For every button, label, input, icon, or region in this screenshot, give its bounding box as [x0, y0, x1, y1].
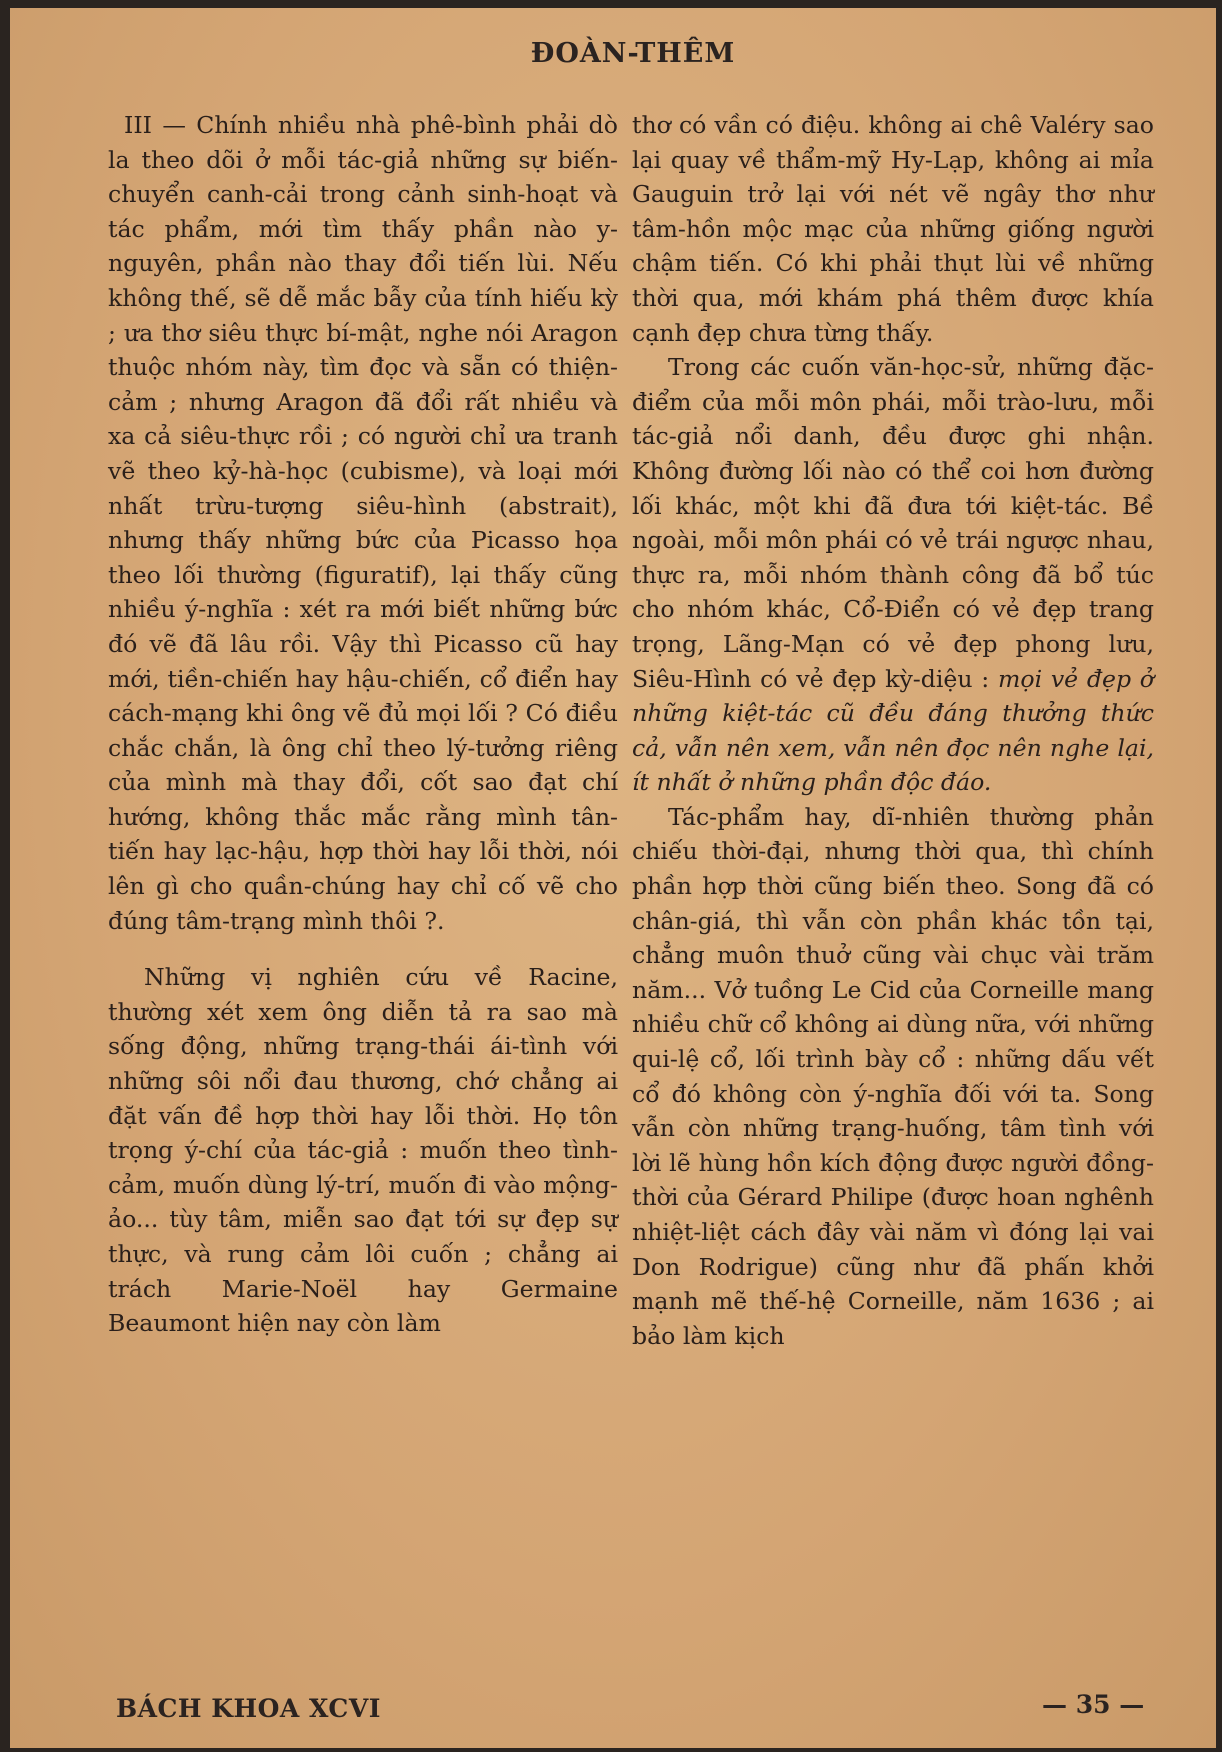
- right-paragraph-2-text: Trong các cuốn văn-học-sử, những đặc-điểm của mỗi môn phái, mỗi trào-lưu, mỗi tác-giả nổi danh, đều được ghi nhận. Không đường lối nào có thể coi hơn đường lối khác, một khi đã đưa tới kiệt-tác. Bề ngoài, mỗi môn phái có vẻ trái ngược nhau, thực ra, mỗi nhóm thành công đã bổ túc cho nhóm khác, Cổ-Điển có vẻ đẹp trang trọng, Lãng-Mạn có vẻ đẹp phong lưu, Siêu-Hình có vẻ đẹp kỳ-diệu :: [632, 353, 1154, 693]
- right-paragraph-3: Tác-phẩm hay, dĩ-nhiên thường phản chiếu thời-đại, nhưng thời qua, thì chính phần hợp thời cũng biến theo. Song đã có chân-giá, thì vẫn còn phần khác tồn tại, chẳng muôn thuở cũng vài chục vài trăm năm... Vở tuồng Le Cid của Corneille mang nhiều chữ cổ không ai dùng nữa, với những qui-lệ cổ, lối trình bày cổ : những dấu vết cổ đó không còn ý-nghĩa đối với ta. Song vẫn còn những trạng-huống, tâm tình với lời lẽ hùng hồn kích động được người đồng-thời của Gérard Philipe (được hoan nghênh nhiệt-liệt cách đây vài năm vì đóng lại vai Don Rodrigue) cũng như đã phấn khởi mạnh mẽ thế-hệ Corneille, năm 1636 ; ai bảo làm kịch: [632, 802, 1154, 1350]
- left-column: [108, 108, 618, 1341]
- magazine-footer: BÁCH KHOA XCVI: [116, 1694, 381, 1723]
- magazine-page: [10, 8, 1216, 1748]
- running-header: ĐOÀN-THÊM: [530, 38, 736, 69]
- left-paragraph-2: Những vị nghiên cứu về Racine, thường xét xem ông diễn tả ra sao mà sống động, những trạng-thái ái-tình với những sôi nổi đau thương, chớ chẳng ai đặt vấn đề hợp thời hay lỗi thời. Họ tôn trọng ý-chí của tác-giả : muốn theo tình-cảm, muốn dùng lý-trí, muốn đi vào mộng-ảo... tùy tâm, miễn sao đạt tới sự đẹp sự thực, và rung cảm lôi cuốn ; chẳng ai trách Marie-Noël hay Germaine Beaumont hiện nay còn làm: [108, 963, 618, 1338]
- right-paragraph-2: [632, 350, 1154, 800]
- page-number: — 35 —: [1042, 1690, 1145, 1719]
- right-paragraph-1: thơ có vần có điệu. không ai chê Valéry sao lại quay về thẩm-mỹ Hy-Lạp, không ai mỉa Gauguin trở lại với nét vẽ ngây thơ như tâm-hồn mộc mạc của những giống người chậm tiến. Có khi phải thụt lùi về những thời qua, mới khám phá thêm được khía cạnh đẹp chưa từng thấy.: [632, 111, 1154, 347]
- left-paragraph-1: III — Chính nhiều nhà phê-bình phải dò la theo dõi ở mỗi tác-giả những sự biến-chuyển canh-cải trong cảnh sinh-hoạt và tác phẩm, mới tìm thấy phần nào y-nguyên, phần nào thay đổi tiến lùi. Nếu không thế, sẽ dễ mắc bẫy của tính hiếu kỳ ; ưa thơ siêu thực bí-mật, nghe nói Aragon thuộc nhóm này, tìm đọc và sẵn có thiện-cảm ; nhưng Aragon đã đổi rất nhiều và xa cả siêu-thực rồi ; có người chỉ ưa tranh vẽ theo kỷ-hà-học (cubisme), và loại mới nhất trừu-tượng siêu-hình (abstrait), nhưng thấy những bức của Picasso họa theo lối thường (figuratif), lại thấy cũng nhiều ý-nghĩa : xét ra mới biết những bức đó vẽ đã lâu rồi. Vậy thì Picasso cũ hay mới, tiền-chiến hay hậu-chiến, cổ điển hay cách-mạng khi ông vẽ đủ mọi lối ? Có điều chắc chắn, là ông chỉ theo lý-tưởng riêng của mình mà thay đổi, cốt sao đạt chí hướng, không thắc mắc rằng mình tân-tiến hay lạc-hậu, hợp thời hay lỗi thời, nói lên gì cho quần-chúng hay chỉ cố vẽ cho đúng tâm-trạng mình thôi ?.: [108, 111, 618, 935]
- right-paragraph-2-italic: mọi vẻ đẹp ở những kiệt-tác cũ đều đáng thưởng thức cả, vẫn nên xem, vẫn nên đọc nên nghe lại, ít nhất ở những phần độc đáo.: [632, 664, 1154, 797]
- right-column: [632, 108, 1154, 1353]
